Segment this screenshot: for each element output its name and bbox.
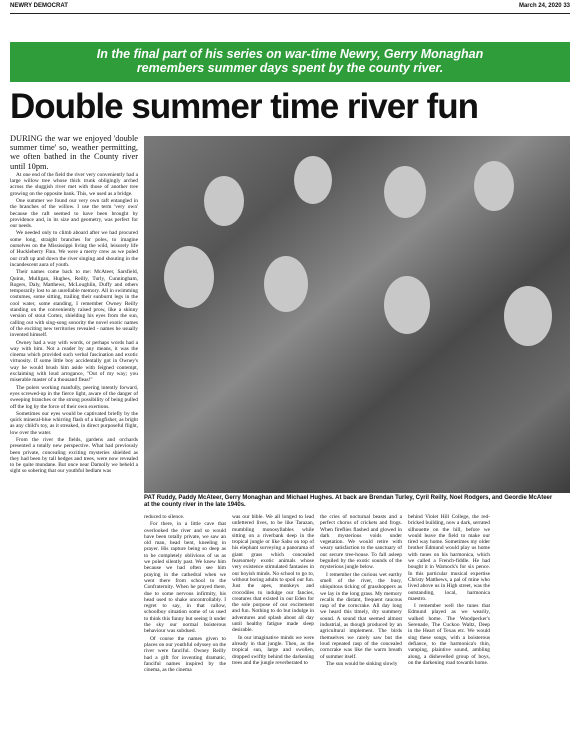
strapline-line-2: remembers summer days spent by the county river. [136, 61, 444, 75]
body-paragraph: I remember the curious wet earthy smell of the river, the busy, ubiquitous ticking of grasshoppers as we lay in the long grass. My memory recalls the distant, frequent raucous rasp of the corncrake. All day long we heard this timely, dry summery sound. A sound that seemed almost industrial, as though produced by an agricultural implement. The birds themselves we rarely saw but the loud repeated rasp of the concealed corncrake was like the warm breath of summer itself. [320, 571, 402, 660]
body-paragraph: We needed only to climb aboard after we had procured some long, straight branches for poles, to imagine ourselves on the Mississippi living the wild, leisurely life of Huckleberry Finn. We were a merry crew as we poled our craft up and down the river singing and shouting in the incandescent aura of youth. [10, 230, 138, 268]
body-paragraph: At one end of the field the river very conveniently had a large willow tree whose thick trunk obligingly arched across the sluggish river met with those of another tree growing on the opposite bank. This, we used as a bridge. [10, 171, 138, 197]
column-2 [144, 514, 226, 734]
body-paragraph: was our bible. We all longed to lead unfettered lives, to be like Tarazan, mumbling monosyllables while sitting on a riverbank deep in the tropical jungle or like Sabu on top of his elephant surveying a panorama of giant grass which concealed fearsomely exotic animals whose very existence stimulated fantasies in our boyish minds. No school to go to, without boring adults to spoil our fun. Just the apes, monkeys and crocodiles to indulge our fancies, creatures that existed in our Eden for the sole purpose of our excitement and fun. Nothing to do but indulge in adventures and splash about all day until healthy fatigue made sleep desirable. [232, 514, 314, 634]
body-paragraph: From the river the fields, gardens and orchards presented a totally new perspective. What had previously been private, concealing exciting mysteries shielded as they had been by tall hedges and trees, were now revealed to be quite mundane. But once near Damolly we beheld a sight so sobering that our youthful bedlam was [10, 436, 138, 475]
publication-name: NEWRY DEMOCRAT [10, 3, 68, 9]
body-paragraph: behind Violet Hill College, the red-bricked building, now a dark, serrated silhouette on the hill, before we would leave the field to make our tired way home. Sometimes my older brother Edmund would play us home with tunes on his harmonica, which we called a French-fiddle. He had bought it in Warnock's for six pence. In this particular musical expertise Christy Matthews, a pal of mine who lived above us in High street, was the outstanding, local, harmonica maestro. [408, 514, 490, 602]
body-paragraph: The polers working manfully, peering intently forward, eyes screwed-up in the fierce light, aware of the danger of sweeping branches or the strong possibility of being pulled off the log by the force of their own exertions. [10, 384, 138, 410]
photo-figure [384, 276, 430, 334]
photo-figure [294, 156, 332, 204]
body-paragraph: Sometimes our eyes would be captivated briefly by the quick mineral-blue whirring flash of a kingfisher, as bright as any child's toy, as it streaked, in direct purposeful flight, low over the water. [10, 410, 138, 436]
column-1-body [10, 172, 138, 475]
header-rule [10, 13, 570, 14]
body-paragraph: Of course the names given to places on our youthful odyssey on the river were fanciful. Owney Reilly had a gift for inventing dramatic, fanciful names inspired by the cinema, as the cinema [144, 635, 226, 674]
photo-figure [474, 161, 514, 211]
strapline-banner [10, 42, 570, 82]
column-5 [408, 514, 490, 734]
body-paragraph: One summer we found our very own raft entangled in the branches of the willow. I use the term 'very own' because the raft seemed to have been brought by providence and, in its size and geometry, was perfect for our needs. [10, 198, 138, 230]
headline: Double summer time river fun [10, 87, 478, 126]
caption-line-2: at the county river in the late 1940s. [144, 502, 246, 508]
body-paragraph: Their names come back to me: McAteer, Sarsfield, Quinn, Mulligan, Hughes, Reilly, Turly, Cunningham, Rogers, Daly, Matthews, McLoughlin, Duffy and others temporarily lost to an unreliable memory. All in swimming costumes, some sitting, trailing their sunburnt legs in the cool water, some standing, I remember Owney Reilly standing on the conveniently raised prow, like a skinny version of stout Cortez, shielding his eyes from the sun, calling out with sing-song sonority the novel exotic names of the exciting new territories revealed - names he usually invented himself. [10, 269, 138, 339]
body-paragraph: I remember well the tunes that Edmund played as we wearily, walked home. The Woodpecker's Serenade, The Cuckoo Waltz, Deep in the Heart of Texas etc. We would sing these songs, with a boisterous defiance, to the harmonica's thin, vamping, plaintive sound, ambling along, a dishevelled group of boys, on the darkening road towards home. [408, 603, 490, 666]
article-photo [144, 136, 570, 493]
page-date: March 24, 2020 33 [518, 3, 570, 9]
photo-figure [264, 256, 308, 312]
photo-figure [204, 176, 244, 226]
body-paragraph: The sun would be sinking slowly [326, 660, 398, 667]
column-4 [320, 514, 402, 734]
body-paragraph: the cries of nocturnal beasts and a perfect chorus of crickets and frogs. When fireflies flashed and glowed in dark mysterious voids under vegetation. We would retire with weary satisfaction to the sanctuary of our secure tree-house. To fall asleep beguiled by the exotic sounds of the mysterious jungle below. [320, 514, 402, 571]
column-1 [10, 134, 138, 734]
caption-line-1: PAT Ruddy, Paddy McAteer, Gerry Monaghan and Michael Hughes. At back are Brendan Turley, Cyril Reilly, Noel Rodgers, and Geordie McAteer [144, 495, 553, 501]
lead-paragraph: DURING the war we enjoyed 'double summer time' so, weather permitting, we often bathed in the County river until 10pm. [10, 134, 138, 171]
column-3 [232, 514, 314, 734]
photo-figure [504, 286, 552, 346]
photo-caption [144, 495, 574, 509]
strapline-line-1: In the final part of his series on war-time Newry, Gerry Monaghan [96, 47, 484, 61]
photo-figure [164, 246, 214, 308]
body-paragraph: reduced to silence. [144, 514, 185, 520]
body-paragraph: In our imaginative minds we were already in that jungle. Then, as the tropical sun, large and swollen, dropped swiftly behind the darkening trees and the jungle reverberated to [232, 634, 314, 666]
body-paragraph: For there, in a little cave that overlooked the river and so would have been totally private, we saw an old man, head bent, kneeling in prayer. His rapture being so deep as to be completely oblivious of us as we poled silently past. We knew him because we had often see him praying in the cathedral when we went there from school to the Confraternity. When he prayed there, due to some nervous infirmity, his head used to shake uncontrollably. I regret to say, in that callow, schoolboy situation some of us used to think this funny but seeing it under the sky our normal boisterous behaviour was subdued. [144, 521, 226, 635]
page-header [10, 2, 570, 12]
body-paragraph: Owney had a way with words, or perhaps words had a way with him. Not a reader by any means, it was the cinema which provided such verbal fascination and exotic virtuosity. If some little boy accidentally got in Owney's way he would brush him aside with feigned contempt, exclaiming with loud arrogance, "Out of my way; you miserable master of a thousand fleas!" [10, 339, 138, 384]
photo-figure [384, 166, 426, 218]
